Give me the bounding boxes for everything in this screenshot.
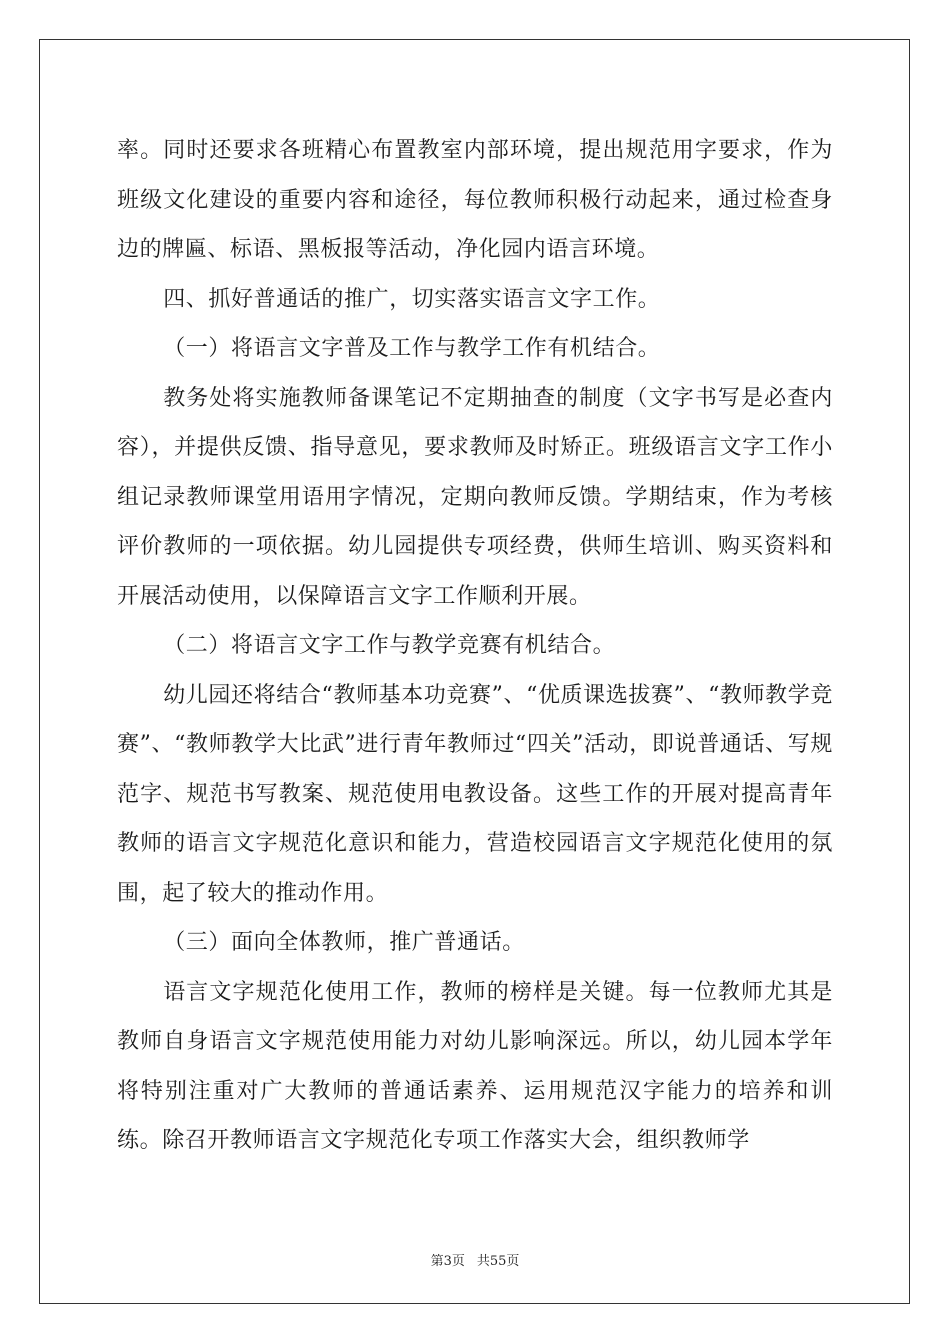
- paragraph-1: 率。同时还要求各班精心布置教室内部环境，提出规范用字要求，作为班级文化建设的重要内容和途径，每位教师积极行动起来，通过检查身边的牌匾、标语、黑板报等活动，净化园内语言环境。: [117, 138, 833, 262]
- subsection-heading-3: （三）面向全体教师，推广普通话。: [163, 930, 525, 955]
- subsection-heading-1: （一）将语言文字普及工作与教学工作有机结合。: [163, 336, 661, 361]
- document-body: [117, 126, 833, 1166]
- paragraph-3: 幼儿园还将结合“教师基本功竞赛”、“优质课选拔赛”、“教师教学竞赛”、“教师教学大比武”进行青年教师过“四关”活动，即说普通话、写规范字、规范书写教案、规范使用电教设备。这些工作的开展对提高青年教师的语言文字规范化意识和能力，营造校园语言文字规范化使用的氛围，起了较大的推动作用。: [117, 682, 833, 906]
- paragraph-2: 教务处将实施教师备课笔记不定期抽查的制度（文字书写是必查内容），并提供反馈、指导意见，要求教师及时矫正。班级语言文字工作小组记录教师课堂用语用字情况，定期向教师反馈。学期结束，作为考核评价教师的一项依据。幼儿园提供专项经费，供师生培训、购买资料和开展活动使用，以保障语言文字工作顺利开展。: [117, 385, 833, 609]
- subsection-heading-2: （二）将语言文字工作与教学竞赛有机结合。: [163, 633, 616, 658]
- page-number: 第3页: [430, 1254, 465, 1269]
- page-total: 共55页: [476, 1254, 520, 1269]
- page-footer: [0, 1250, 950, 1269]
- paragraph-4: 语言文字规范化使用工作，教师的榜样是关键。每一位教师尤其是教师自身语言文字规范使用能力对幼儿影响深远。所以，幼儿园本学年将特别注重对广大教师的普通话素养、运用规范汉字能力的培养和训练。除召开教师语言文字规范化专项工作落实大会，组织教师学: [117, 979, 833, 1153]
- section-heading-4: 四、抓好普通话的推广，切实落实语言文字工作。: [163, 286, 661, 312]
